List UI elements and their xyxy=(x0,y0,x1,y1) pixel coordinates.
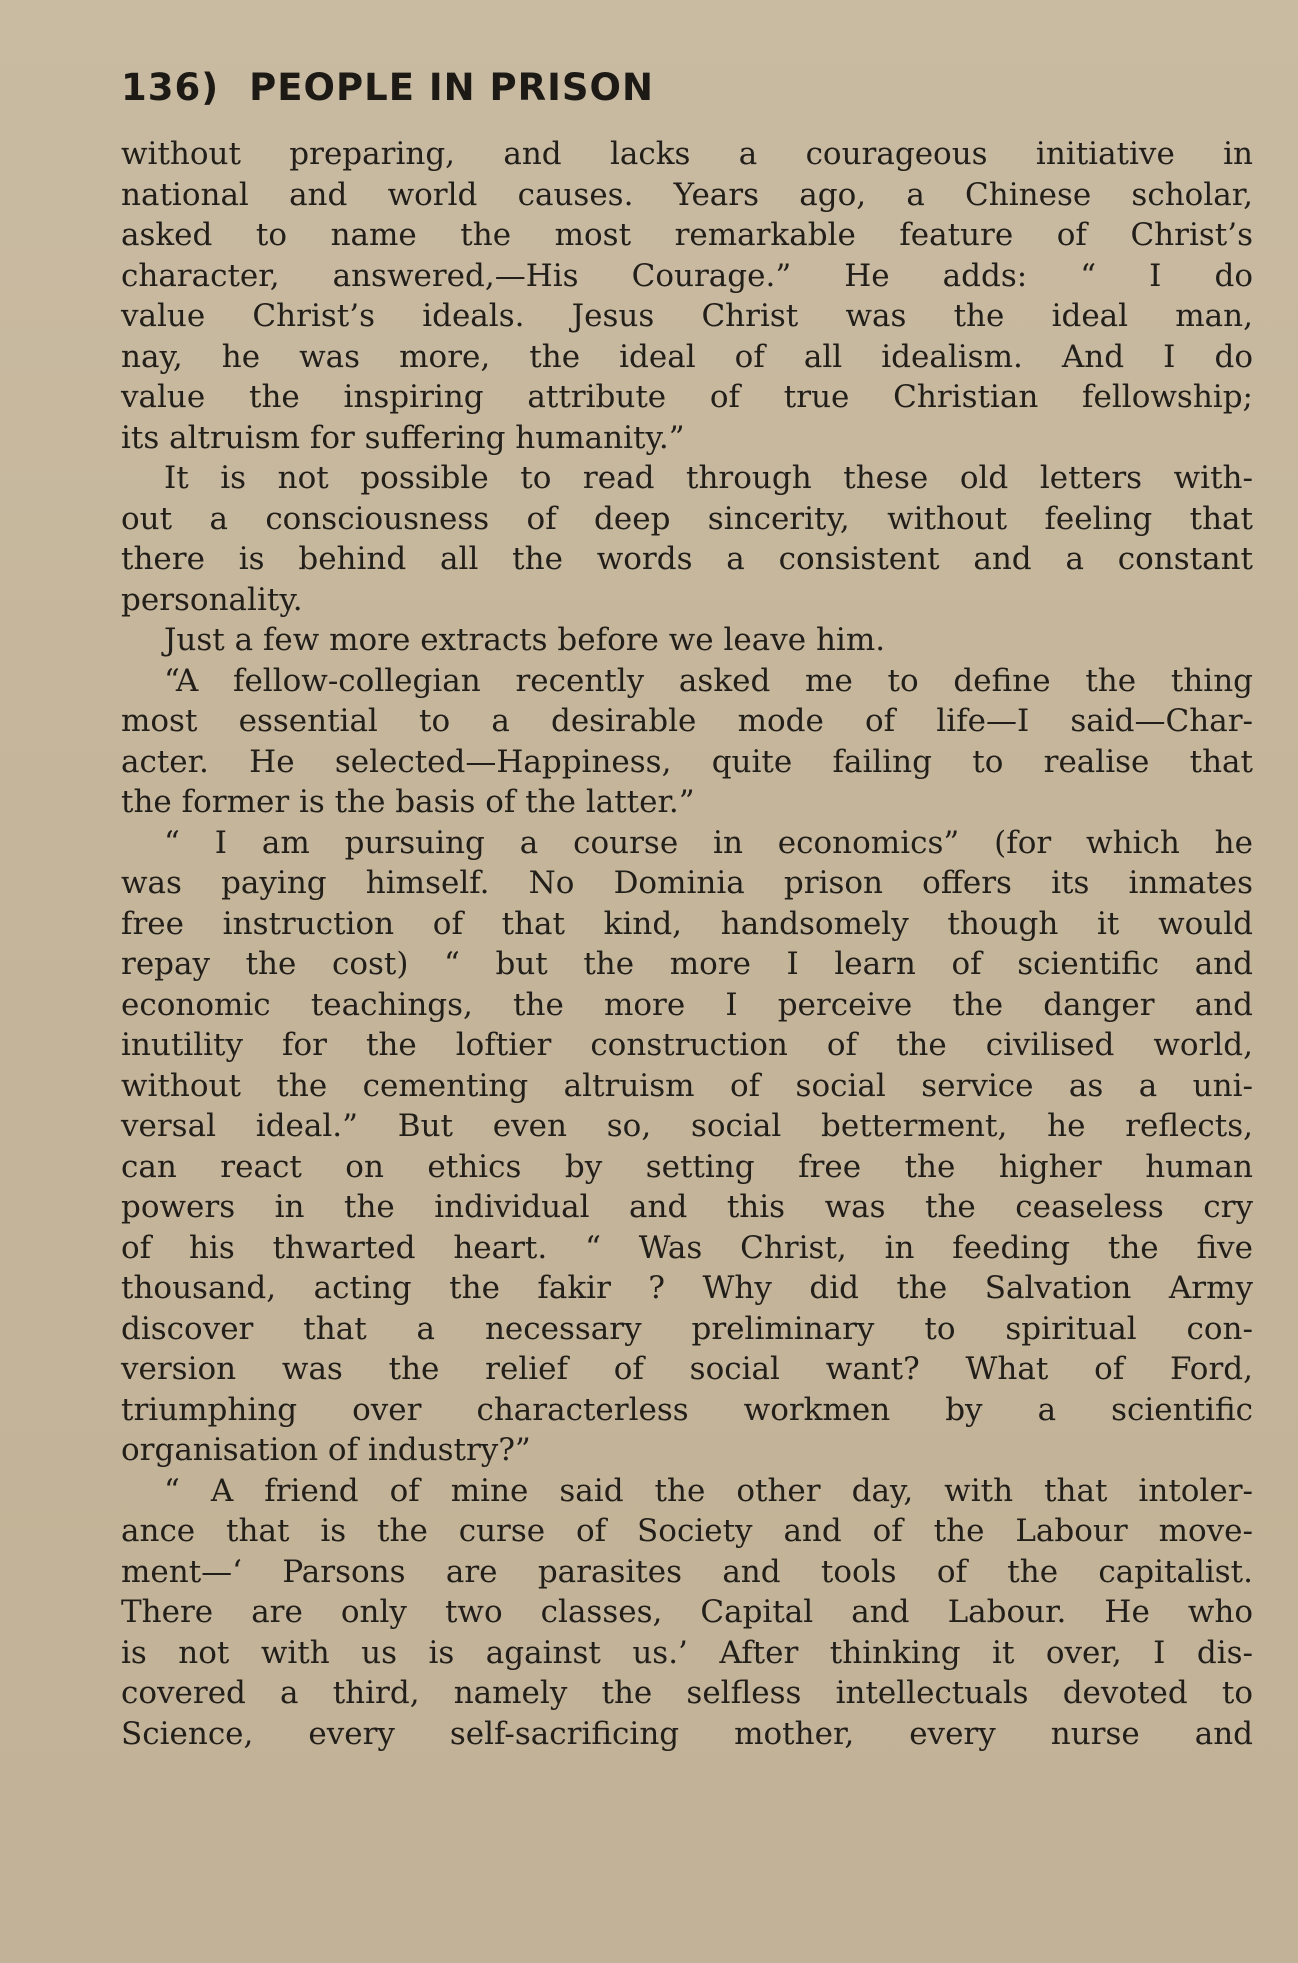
text-line: is not with us is against us.’ After thinking it over, I dis- xyxy=(121,1634,1253,1671)
text-line: was paying himself. No Dominia prison offers its inmates xyxy=(121,865,1253,901)
text-line: value the inspiring attribute of true Christian fellowship; xyxy=(121,379,1253,415)
text-line: “ A friend of mine said the other day, with that intoler- xyxy=(164,1472,1253,1509)
page-number: 136) xyxy=(121,66,220,109)
text-line: can react on ethics by setting free the higher human xyxy=(121,1148,1253,1185)
text-line: nay, he was more, the ideal of all idealism. And I do xyxy=(121,338,1253,375)
text-line: versal ideal.” But even so, social betterment, he reflects, xyxy=(121,1108,1253,1144)
text-line: of his thwarted heart. “ Was Christ, in feeding the five xyxy=(121,1229,1253,1266)
text-line: most essential to a desirable mode of life—I said—Char- xyxy=(121,703,1253,739)
text-line: value Christ’s ideals. Jesus Christ was the ideal man, xyxy=(121,298,1253,334)
text-line: discover that a necessary preliminary to spiritual con- xyxy=(121,1310,1253,1347)
text-line: the former is the basis of the latter.” xyxy=(121,784,695,820)
text-line: There are only two classes, Capital and Labour. He who xyxy=(121,1594,1253,1630)
text-line: triumphing over characterless workmen by a scientific xyxy=(121,1391,1253,1428)
text-line: free instruction of that kind, handsomely though it would xyxy=(121,905,1253,942)
running-title: PEOPLE IN PRISON xyxy=(249,66,654,109)
text-line: without preparing, and lacks a courageous initiative in xyxy=(121,136,1253,172)
text-line: its altruism for suffering humanity.” xyxy=(121,419,685,456)
text-line: powers in the individual and this was the ceaseless cry xyxy=(121,1189,1253,1225)
text-line: ment—‘ Parsons are parasites and tools of the capitalist. xyxy=(121,1553,1253,1590)
text-line: personality. xyxy=(121,581,303,618)
text-line: inutility for the loftier construction of the civilised world, xyxy=(121,1027,1253,1063)
text-line: economic teachings, the more I perceive the danger and xyxy=(121,986,1253,1023)
text-line: thousand, acting the fakir ? Why did the Salvation Army xyxy=(121,1270,1253,1306)
text-line: Just a few more extracts before we leave him. xyxy=(164,622,886,658)
text-line: out a consciousness of deep sincerity, without feeling that xyxy=(121,500,1253,537)
text-line: version was the relief of social want? What of Ford, xyxy=(121,1351,1253,1387)
text-line: organisation of industry?” xyxy=(121,1432,531,1468)
text-line: asked to name the most remarkable feature of Christ’s xyxy=(121,217,1253,253)
text-line: covered a third, namely the selfless intellectuals devoted to xyxy=(121,1675,1253,1711)
text-line: Science, every self-sacrificing mother, every nurse and xyxy=(121,1715,1253,1752)
text-line: “ I am pursuing a course in economics” (for which he xyxy=(164,824,1253,861)
text-line: character, answered,—His Courage.” He adds: “ I do xyxy=(121,257,1253,294)
running-header xyxy=(121,66,654,109)
text-line: there is behind all the words a consistent and a constant xyxy=(121,541,1253,577)
text-line: without the cementing altruism of social service as a uni- xyxy=(121,1067,1253,1104)
text-line: acter. He selected—Happiness, quite failing to realise that xyxy=(121,743,1253,780)
text-line: It is not possible to read through these old letters with- xyxy=(164,460,1253,496)
text-line: repay the cost) “ but the more I learn of scientific and xyxy=(121,946,1253,982)
body-text xyxy=(121,134,1253,1754)
text-line: ance that is the curse of Society and of the Labour move- xyxy=(121,1513,1253,1549)
text-line: national and world causes. Years ago, a Chinese scholar, xyxy=(121,176,1253,213)
text-line: “A fellow-collegian recently asked me to define the thing xyxy=(164,662,1253,699)
